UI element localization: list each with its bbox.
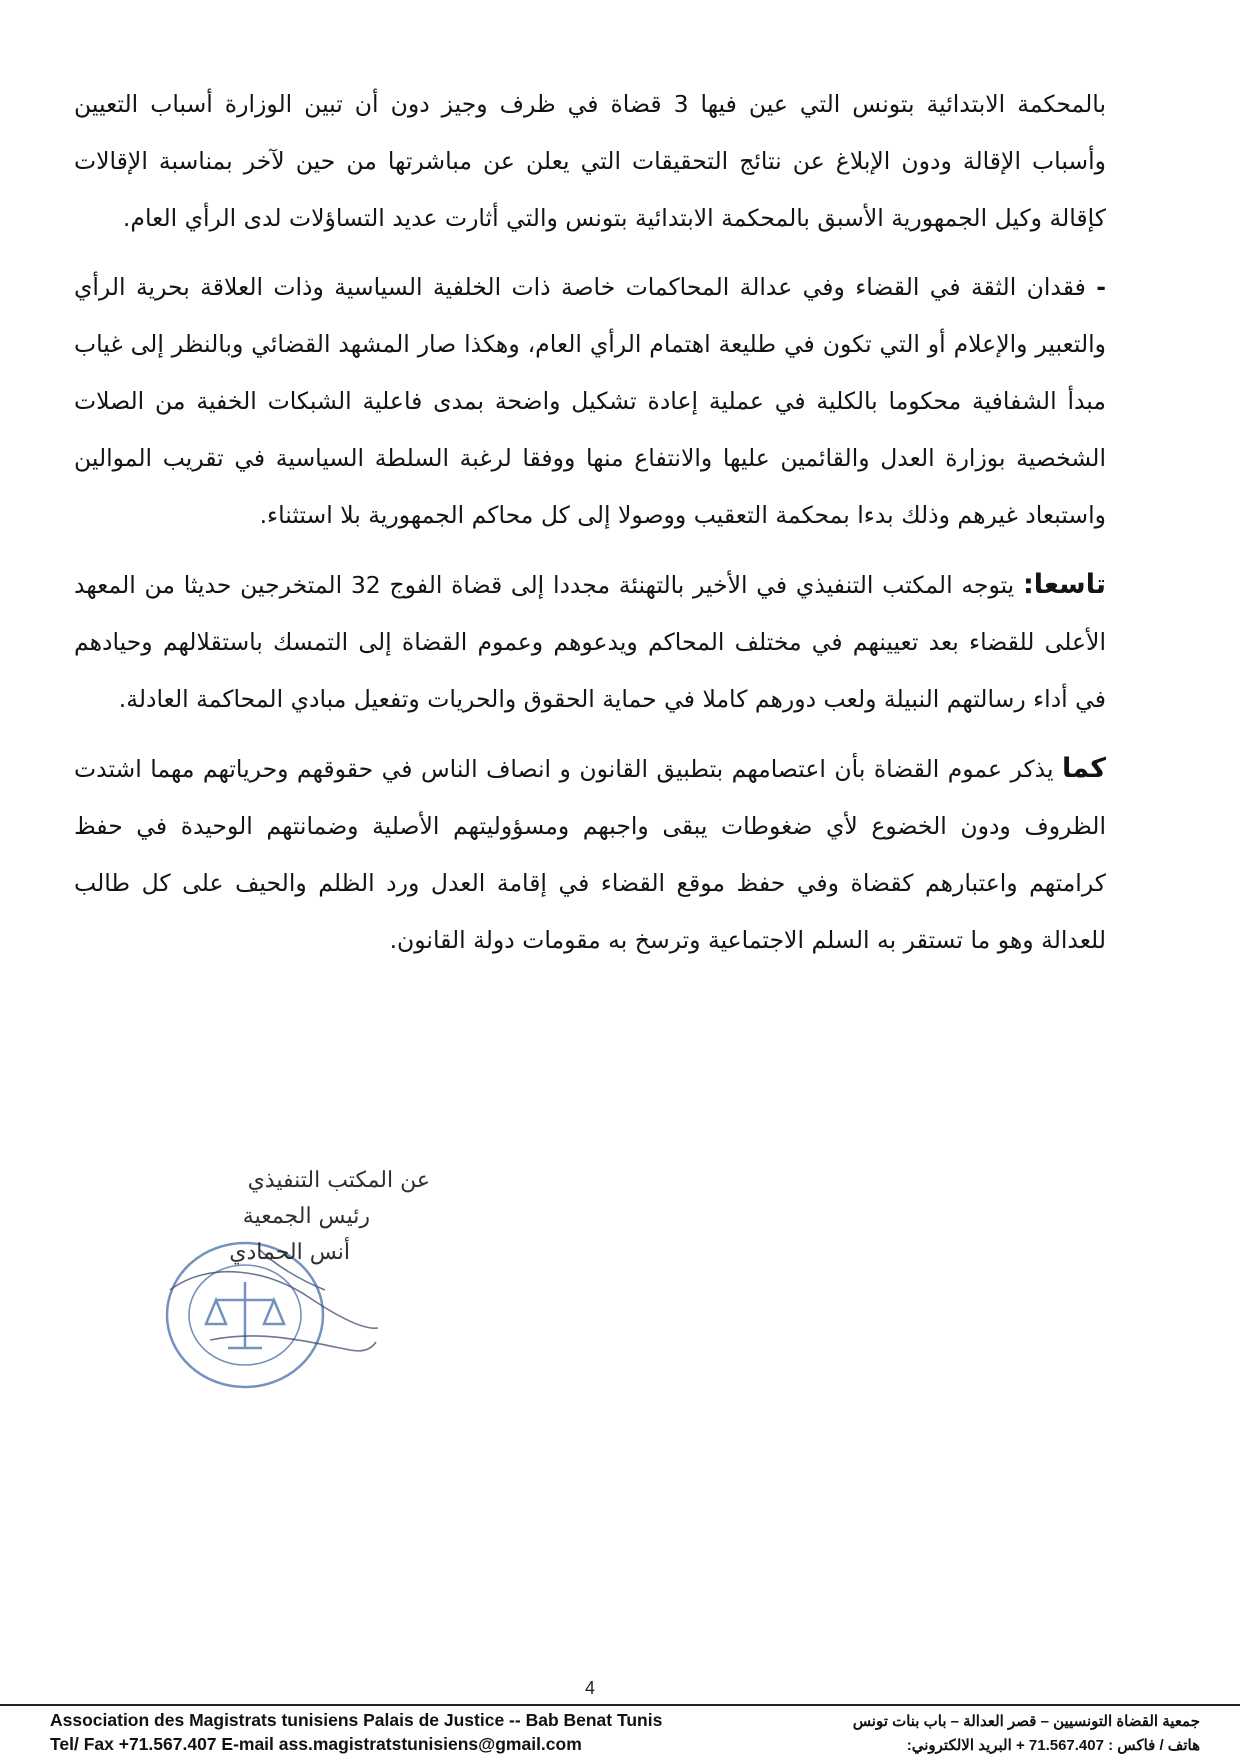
paragraph-1 [74,76,1106,247]
footer-contact-ar: هاتف / فاكس : 71.567.407 + البريد الالكتروني: [906,1737,1200,1754]
footer-contact-fr: Tel/ Fax +71.567.407 E-mail ass.magistratstunisiens@gmail.com [50,1734,582,1754]
footer-divider [0,1704,1240,1706]
footer-line-1 [50,1710,1200,1731]
signature-name: أنس الحمادي [229,1240,350,1265]
bullet-dash: - [1096,273,1106,301]
paragraph-2-text: فقدان الثقة في القضاء وفي عدالة المحاكمات خاصة ذات الخلفية السياسية وذات العلاقة بحرية الرأي والتعبير والإعلام أو التي تكون في طليعة اهتمام الرأي العام، وهكذا صار المشهد القضائي وبالنظر إلى غياب مبدأ الشفافية محكوما بالكلية في عملية إعادة تشكيل واضحة بمدى فاعلية الشبكات الخفية من الصلات الشخصية بوزارة العدل والقائمين عليها والانتفاع منها ووفقا لرغبة السلطة السياسية في تقريب الموالين واستبعاد غيرهم وذلك بدءا بمحكمة التعقيب ووصولا إلى كل محاكم الجمهورية بلا استثناء. [74,273,1106,529]
signature-role-label: رئيس الجمعية [242,1204,370,1229]
paragraph-3-lead: تاسعا: [1022,569,1106,600]
signature-block [110,1160,430,1400]
footer-address-ar: جمعية القضاة التونسيين – قصر العدالة – باب بنات تونس [852,1713,1200,1730]
document-body [74,76,1106,981]
paragraph-4-lead: كما [1062,753,1106,784]
paragraph-3 [74,556,1106,728]
paragraph-2 [74,259,1106,544]
paragraph-4-text: يذكر عموم القضاة بأن اعتصامهم بتطبيق القانون و انصاف الناس في حقوقهم وحرياتهم مهما اشتدت الظروف ودون الخضوع لأي ضغوطات يبقى واجبهم ومسؤوليتهم الأصلية وضمانتهم الوحيدة في حفظ كرامتهم واعتبارهم كقضاة وفي حفظ موقع القضاء في إقامة العدل ورد الظلم والحيف على كل طالب للعدالة وهو ما تستقر به السلم الاجتماعية وترسخ به مقومات دولة القانون. [74,755,1106,954]
footer-address-fr: Association des Magistrats tunisiens Palais de Justice -- Bab Benat Tunis [50,1710,663,1730]
footer-line-2 [50,1734,1200,1755]
paragraph-4 [74,740,1106,969]
signature-office-label: عن المكتب التنفيذي [247,1168,430,1193]
paragraph-3-text: يتوجه المكتب التنفيذي في الأخير بالتهنئة مجددا إلى قضاة الفوج 32 المتخرجين حديثا من المعهد الأعلى للقضاء بعد تعيينهم في مختلف المحاكم ويدعوهم وعموم القضاة إلى التمسك باستقلالهم وحيادهم في أداء رسالتهم النبيلة ولعب دورهم كاملا في حماية الحقوق والحريات وتفعيل مبادي المحاكمة العادلة. [74,571,1106,713]
page-number: 4 [584,1678,595,1698]
paragraph-1-text: بالمحكمة الابتدائية بتونس التي عين فيها 3 قضاة في ظرف وجيز دون أن تبين الوزارة أسباب التعيين وأسباب الإقالة ودون الإبلاغ عن نتائج التحقيقات التي يعلن عن مباشرتها من حين لآخر بمناسبة الإقالات كإقالة وكيل الجمهورية الأسبق بالمحكمة الابتدائية بتونس والتي أثارت عديد التساؤلات لدى الرأي العام. [74,90,1106,232]
